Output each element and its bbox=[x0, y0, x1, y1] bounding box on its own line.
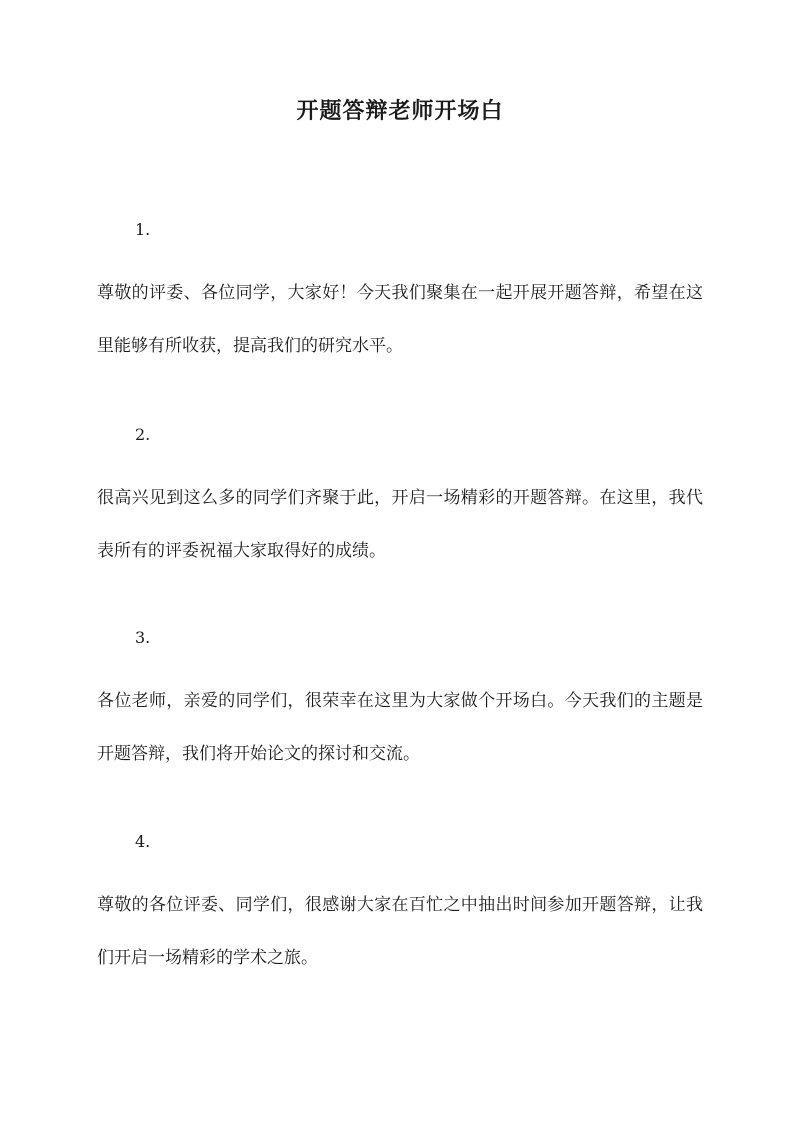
section-4 bbox=[97, 831, 703, 985]
section-paragraph: 很高兴见到这么多的同学们齐聚于此，开启一场精彩的开题答辩。在这里，我代表所有的评委祝福大家取得好的成绩。 bbox=[97, 488, 703, 561]
section-2 bbox=[97, 424, 703, 578]
section-1 bbox=[97, 219, 703, 373]
section-paragraph: 各位老师，亲爱的同学们，很荣幸在这里为大家做个开场白。今天我们的主题是开题答辩，我们将开始论文的探讨和交流。 bbox=[97, 691, 703, 764]
section-paragraph: 尊敬的评委、各位同学，大家好！今天我们聚集在一起开展开题答辩，希望在这里能够有所收获，提高我们的研究水平。 bbox=[97, 283, 703, 356]
section-number: 4. bbox=[135, 832, 151, 851]
section-3 bbox=[97, 627, 703, 781]
section-number: 3. bbox=[135, 628, 151, 647]
section-number: 2. bbox=[135, 425, 151, 444]
page-title: 开题答辩老师开场白 bbox=[296, 98, 504, 124]
section-paragraph: 尊敬的各位评委、同学们，很感谢大家在百忙之中抽出时间参加开题答辩，让我们开启一场精彩的学术之旅。 bbox=[97, 895, 703, 968]
section-number: 1. bbox=[135, 220, 151, 239]
